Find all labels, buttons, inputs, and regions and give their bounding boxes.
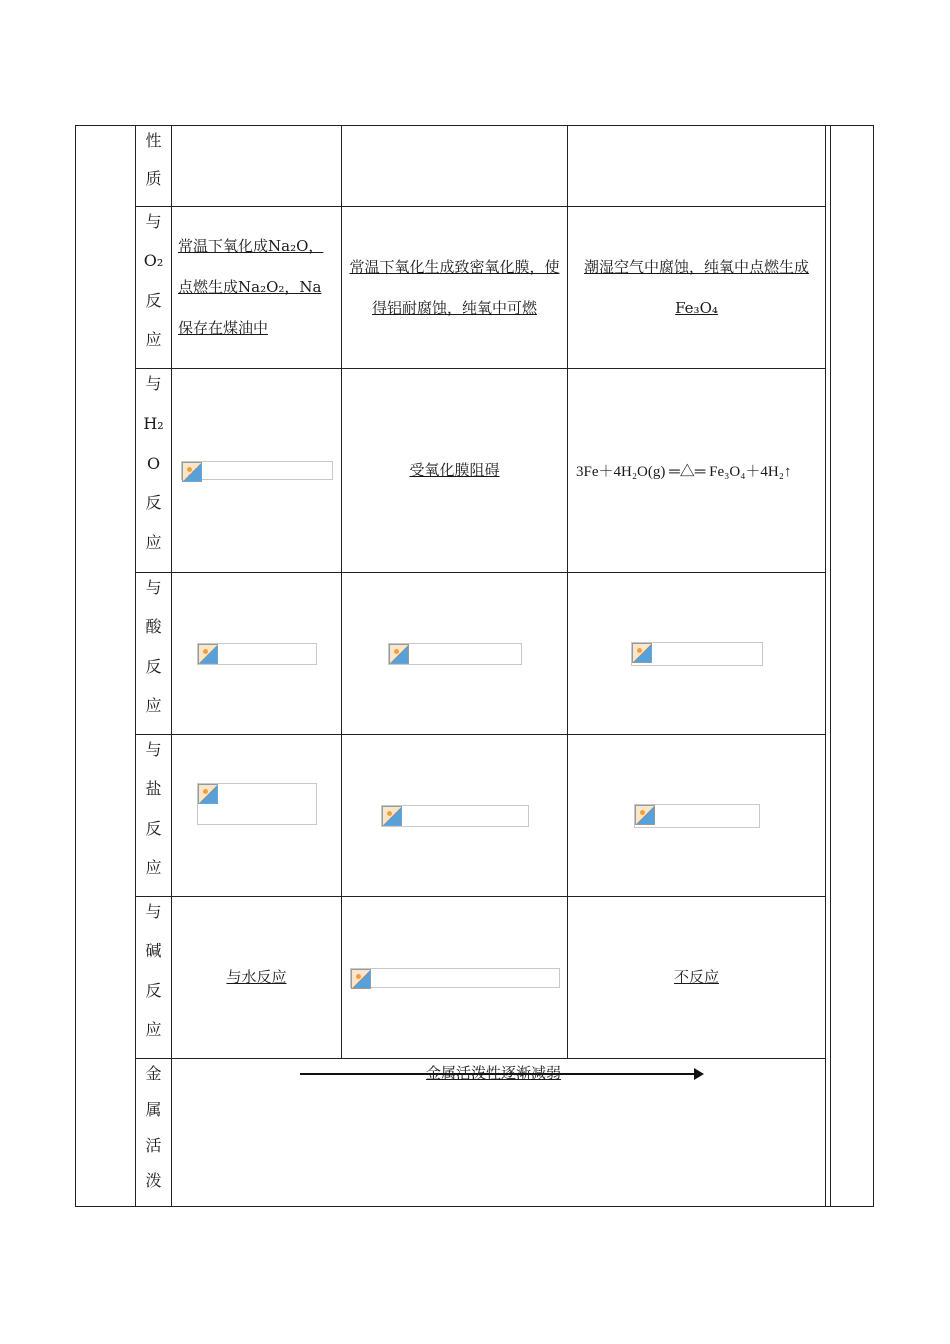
- cell-fe: [567, 735, 825, 896]
- label-char: 应: [145, 329, 162, 349]
- label-char: 质: [145, 169, 162, 188]
- label-char: H₂: [143, 413, 164, 433]
- image-placeholder: [381, 805, 529, 827]
- label-char: 与: [145, 740, 162, 759]
- cell-fe: [567, 573, 825, 734]
- label-char: 与: [145, 212, 162, 231]
- row-label: [136, 573, 171, 734]
- label-char: 活: [145, 1135, 162, 1155]
- row-label: [136, 369, 171, 572]
- cell-na: [171, 126, 341, 206]
- label-char: O: [146, 453, 161, 473]
- label-char: 反: [145, 290, 162, 310]
- label-char: 应: [145, 857, 162, 877]
- broken-image-icon: [389, 644, 409, 664]
- table-row: [136, 126, 825, 207]
- table-row: [136, 735, 825, 897]
- row-label: [136, 1059, 171, 1206]
- label-char: 泼: [145, 1171, 162, 1191]
- comparison-table: [135, 125, 826, 1207]
- label-char: 反: [145, 980, 162, 1000]
- label-char: 与: [145, 374, 162, 393]
- broken-image-icon: [382, 806, 402, 826]
- broken-image-icon: [182, 462, 202, 482]
- cell-al: [341, 897, 567, 1058]
- label-char: 反: [145, 818, 162, 838]
- broken-image-icon: [635, 805, 655, 825]
- label-char: 反: [145, 656, 162, 676]
- table-row: [136, 207, 825, 369]
- row-label: [136, 735, 171, 896]
- label-char: 盐: [145, 779, 162, 799]
- trend-cell: [171, 1059, 825, 1206]
- image-placeholder: [634, 804, 760, 828]
- label-char: 与: [145, 902, 162, 921]
- cell-al: [341, 735, 567, 896]
- cell-fe: [567, 126, 825, 206]
- fe-o2-text: 潮湿空气中腐蚀，纯氧中点燃生成Fe₃O₄: [567, 207, 825, 368]
- broken-image-icon: [351, 969, 371, 989]
- table-row: [136, 897, 825, 1059]
- row-label: [136, 207, 171, 368]
- al-h2o-text: 受氧化膜阻碍: [341, 369, 567, 572]
- cell-al: [341, 126, 567, 206]
- broken-image-icon: [198, 784, 218, 804]
- image-placeholder: [197, 783, 317, 825]
- image-placeholder: [181, 461, 333, 480]
- divider: [830, 126, 831, 1206]
- image-placeholder: [197, 643, 317, 665]
- cell-na: [171, 735, 341, 896]
- label-char: 应: [145, 695, 162, 715]
- image-placeholder: [631, 642, 763, 666]
- label-char: 反: [145, 493, 162, 513]
- table-row: [136, 369, 825, 573]
- cell-na: [171, 369, 341, 572]
- na-base-text: 与水反应: [171, 897, 341, 1058]
- label-char: 与: [145, 578, 162, 597]
- label-char: 应: [145, 1019, 162, 1039]
- label-char: 性: [145, 131, 162, 150]
- broken-image-icon: [632, 643, 652, 663]
- al-o2-text: 常温下氧化生成致密氧化膜，使得铝耐腐蚀，纯氧中可燃: [341, 207, 567, 368]
- image-placeholder: [350, 968, 560, 988]
- cell-al: [341, 573, 567, 734]
- table-row: [136, 573, 825, 735]
- fe-base-text: 不反应: [567, 897, 825, 1058]
- label-char: O₂: [143, 251, 164, 271]
- fe-h2o-equation: 3Fe＋4H₂O(g) ═△═ Fe₃O₄＋4H₂↑: [567, 369, 825, 572]
- label-char: 金: [145, 1064, 162, 1083]
- table-row: [136, 1059, 825, 1206]
- row-label: [136, 897, 171, 1058]
- na-o2-text: 常温下氧化成Na₂O，点燃生成Na₂O₂，Na保存在煤油中: [171, 207, 341, 368]
- label-char: 属: [145, 1099, 162, 1119]
- row-label: [136, 126, 171, 206]
- broken-image-icon: [198, 644, 218, 664]
- trend-text: 金属活泼性逐渐减弱: [426, 1064, 562, 1082]
- label-char: 碱: [145, 941, 162, 961]
- cell-na: [171, 573, 341, 734]
- image-placeholder: [388, 643, 522, 665]
- label-char: 酸: [145, 617, 162, 637]
- label-char: 应: [145, 533, 162, 553]
